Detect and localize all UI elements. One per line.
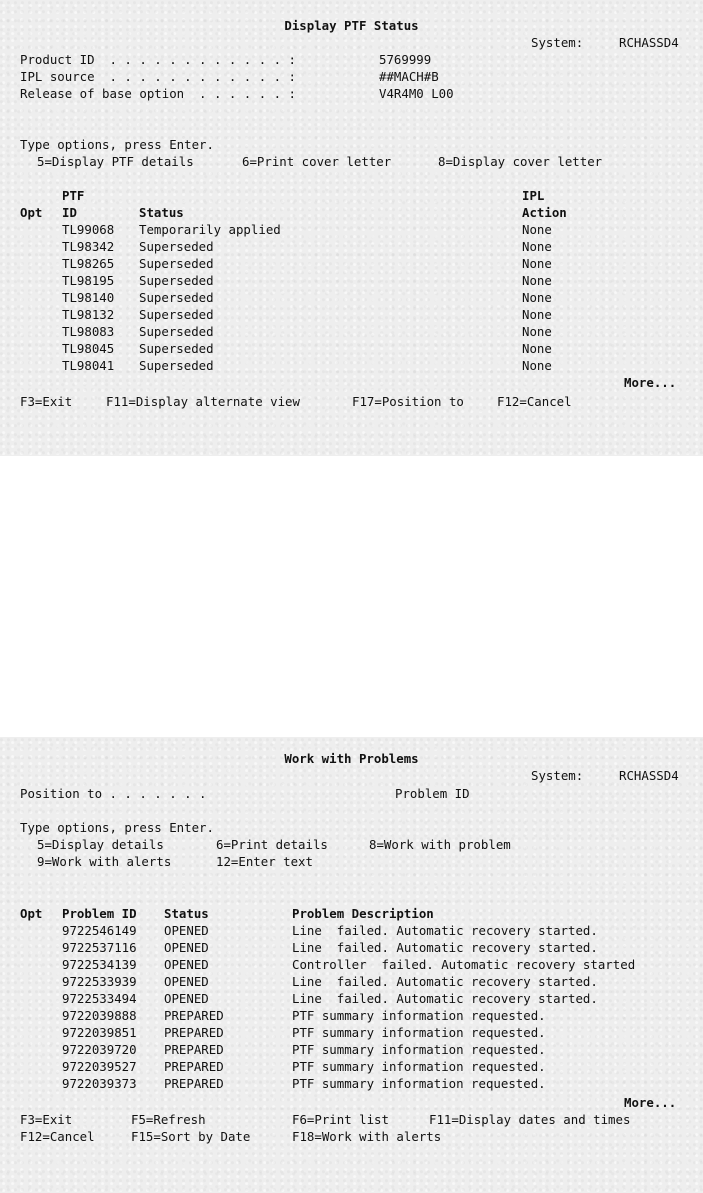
problem-id: 9722039888 bbox=[62, 1008, 137, 1023]
opt-input[interactable] bbox=[20, 340, 48, 356]
table-row bbox=[0, 1024, 703, 1041]
table-row bbox=[0, 990, 703, 1007]
ipl-action: None bbox=[522, 307, 552, 322]
table-row bbox=[0, 1058, 703, 1075]
ptf-status: Temporarily applied bbox=[139, 222, 281, 237]
ipl-action: None bbox=[522, 341, 552, 356]
problem-description: PTF summary information requested. bbox=[292, 1025, 546, 1040]
ipl-source-value: ##MACH#B bbox=[379, 69, 439, 84]
f3-exit-key[interactable]: F3=Exit bbox=[20, 1112, 73, 1127]
ptf-id: TL98140 bbox=[62, 290, 115, 305]
ipl-action: None bbox=[522, 222, 552, 237]
table-row bbox=[0, 973, 703, 990]
column-header-problem-id: Problem ID bbox=[62, 906, 137, 921]
ipl-action: None bbox=[522, 290, 552, 305]
f11-alternate-view-key[interactable]: F11=Display alternate view bbox=[106, 394, 300, 409]
problem-description: PTF summary information requested. bbox=[292, 1008, 546, 1023]
option-display-details: 5=Display details bbox=[37, 837, 164, 852]
problem-status: OPENED bbox=[164, 974, 209, 989]
opt-input[interactable] bbox=[20, 973, 48, 989]
opt-input[interactable] bbox=[20, 357, 48, 373]
problem-description: Line failed. Automatic recovery started. bbox=[292, 940, 598, 955]
table-row bbox=[0, 272, 703, 289]
problem-status: PREPARED bbox=[164, 1076, 224, 1091]
problem-status: PREPARED bbox=[164, 1008, 224, 1023]
opt-input[interactable] bbox=[20, 1024, 48, 1040]
ipl-action: None bbox=[522, 273, 552, 288]
opt-input[interactable] bbox=[20, 1058, 48, 1074]
option-display-ptf-details: 5=Display PTF details bbox=[37, 154, 194, 169]
position-to-hint: Problem ID bbox=[395, 786, 470, 801]
opt-input[interactable] bbox=[20, 306, 48, 322]
opt-input[interactable] bbox=[20, 272, 48, 288]
product-id-label: Product ID . . . . . . . . . . . . : bbox=[20, 52, 297, 67]
column-header-status: Status bbox=[164, 906, 209, 921]
problem-id: 9722546149 bbox=[62, 923, 137, 938]
column-header-opt: Opt bbox=[20, 906, 43, 921]
ptf-status: Superseded bbox=[139, 307, 214, 322]
instructions: Type options, press Enter. bbox=[20, 820, 214, 835]
ptf-id: TL98083 bbox=[62, 324, 115, 339]
screen-title: Work with Problems bbox=[284, 751, 419, 766]
f12-cancel-key[interactable]: F12=Cancel bbox=[497, 394, 572, 409]
product-id-value: 5769999 bbox=[379, 52, 432, 67]
ipl-action: None bbox=[522, 358, 552, 373]
ptf-status: Superseded bbox=[139, 273, 214, 288]
option-work-with-problem: 8=Work with problem bbox=[369, 837, 511, 852]
instructions: Type options, press Enter. bbox=[20, 137, 214, 152]
opt-input[interactable] bbox=[20, 1007, 48, 1023]
f12-cancel-key[interactable]: F12=Cancel bbox=[20, 1129, 95, 1144]
f17-position-to-key[interactable]: F17=Position to bbox=[352, 394, 464, 409]
table-row bbox=[0, 323, 703, 340]
ptf-status: Superseded bbox=[139, 341, 214, 356]
ptf-id: TL98041 bbox=[62, 358, 115, 373]
problem-status: OPENED bbox=[164, 957, 209, 972]
table-row bbox=[0, 306, 703, 323]
option-print-details: 6=Print details bbox=[216, 837, 328, 852]
problem-description: Line failed. Automatic recovery started. bbox=[292, 974, 598, 989]
ptf-id: TL98132 bbox=[62, 307, 115, 322]
f11-display-dates-key[interactable]: F11=Display dates and times bbox=[429, 1112, 631, 1127]
ptf-status: Superseded bbox=[139, 358, 214, 373]
column-header-description: Problem Description bbox=[292, 906, 434, 921]
table-row bbox=[0, 340, 703, 357]
column-header-action: Action bbox=[522, 205, 567, 220]
system-name: RCHASSD4 bbox=[619, 768, 679, 783]
work-with-problems-screen bbox=[0, 737, 703, 1193]
position-to-label: Position to . . . . . . . bbox=[20, 786, 207, 801]
problem-id: 9722537116 bbox=[62, 940, 137, 955]
screen-title: Display PTF Status bbox=[284, 18, 419, 33]
ptf-id: TL99068 bbox=[62, 222, 115, 237]
ptf-status: Superseded bbox=[139, 256, 214, 271]
system-label: System: bbox=[531, 35, 584, 50]
table-row bbox=[0, 1041, 703, 1058]
column-header-ptf: PTF bbox=[62, 188, 85, 203]
opt-input[interactable] bbox=[20, 990, 48, 1006]
problem-status: OPENED bbox=[164, 923, 209, 938]
column-header-id: ID bbox=[62, 205, 77, 220]
problem-status: OPENED bbox=[164, 991, 209, 1006]
ptf-status: Superseded bbox=[139, 239, 214, 254]
table-row bbox=[0, 1007, 703, 1024]
ipl-action: None bbox=[522, 324, 552, 339]
table-row bbox=[0, 357, 703, 374]
option-work-with-alerts: 9=Work with alerts bbox=[37, 854, 172, 869]
ptf-id: TL98045 bbox=[62, 341, 115, 356]
f18-work-with-alerts-key[interactable]: F18=Work with alerts bbox=[292, 1129, 442, 1144]
more-indicator: More... bbox=[624, 375, 677, 390]
opt-input[interactable] bbox=[20, 956, 48, 972]
column-header-status: Status bbox=[139, 205, 184, 220]
table-row bbox=[0, 1075, 703, 1092]
option-enter-text: 12=Enter text bbox=[216, 854, 313, 869]
ptf-status: Superseded bbox=[139, 290, 214, 305]
problem-description: Line failed. Automatic recovery started. bbox=[292, 923, 598, 938]
ptf-id: TL98342 bbox=[62, 239, 115, 254]
problem-description: Controller failed. Automatic recovery started bbox=[292, 957, 636, 972]
problem-status: PREPARED bbox=[164, 1059, 224, 1074]
table-row bbox=[0, 922, 703, 939]
system-label: System: bbox=[531, 768, 584, 783]
release-value: V4R4M0 L00 bbox=[379, 86, 454, 101]
f15-sort-by-date-key[interactable]: F15=Sort by Date bbox=[131, 1129, 251, 1144]
position-to-input[interactable] bbox=[250, 785, 390, 801]
table-row bbox=[0, 255, 703, 272]
release-label: Release of base option . . . . . . : bbox=[20, 86, 297, 101]
opt-input[interactable] bbox=[20, 255, 48, 271]
problem-id: 9722533494 bbox=[62, 991, 137, 1006]
column-header-ipl: IPL bbox=[522, 188, 545, 203]
problem-description: PTF summary information requested. bbox=[292, 1059, 546, 1074]
f6-print-list-key[interactable]: F6=Print list bbox=[292, 1112, 389, 1127]
table-row bbox=[0, 221, 703, 238]
more-indicator: More... bbox=[624, 1095, 677, 1110]
f5-refresh-key[interactable]: F5=Refresh bbox=[131, 1112, 206, 1127]
table-row bbox=[0, 939, 703, 956]
ipl-action: None bbox=[522, 256, 552, 271]
problem-id: 9722533939 bbox=[62, 974, 137, 989]
option-print-cover-letter: 6=Print cover letter bbox=[242, 154, 392, 169]
ptf-status: Superseded bbox=[139, 324, 214, 339]
problem-description: PTF summary information requested. bbox=[292, 1042, 546, 1057]
problem-description: PTF summary information requested. bbox=[292, 1076, 546, 1091]
opt-input[interactable] bbox=[20, 221, 48, 237]
opt-input[interactable] bbox=[20, 1041, 48, 1057]
f3-exit-key[interactable]: F3=Exit bbox=[20, 394, 73, 409]
column-header-opt: Opt bbox=[20, 205, 43, 220]
table-row bbox=[0, 289, 703, 306]
table-row bbox=[0, 238, 703, 255]
opt-input[interactable] bbox=[20, 939, 48, 955]
ipl-action: None bbox=[522, 239, 552, 254]
problem-description: Line failed. Automatic recovery started. bbox=[292, 991, 598, 1006]
problem-id: 9722039720 bbox=[62, 1042, 137, 1057]
opt-input[interactable] bbox=[20, 1075, 48, 1091]
opt-input[interactable] bbox=[20, 289, 48, 305]
problem-id: 9722039373 bbox=[62, 1076, 137, 1091]
problem-status: OPENED bbox=[164, 940, 209, 955]
problem-id: 9722534139 bbox=[62, 957, 137, 972]
problem-id: 9722039527 bbox=[62, 1059, 137, 1074]
ptf-id: TL98195 bbox=[62, 273, 115, 288]
ptf-id: TL98265 bbox=[62, 256, 115, 271]
table-row bbox=[0, 956, 703, 973]
problem-status: PREPARED bbox=[164, 1025, 224, 1040]
problem-status: PREPARED bbox=[164, 1042, 224, 1057]
ipl-source-label: IPL source . . . . . . . . . . . . : bbox=[20, 69, 297, 84]
option-display-cover-letter: 8=Display cover letter bbox=[438, 154, 603, 169]
ptf-status-screen bbox=[0, 0, 703, 456]
opt-input[interactable] bbox=[20, 323, 48, 339]
system-name: RCHASSD4 bbox=[619, 35, 679, 50]
opt-input[interactable] bbox=[20, 922, 48, 938]
opt-input[interactable] bbox=[20, 238, 48, 254]
problem-id: 9722039851 bbox=[62, 1025, 137, 1040]
